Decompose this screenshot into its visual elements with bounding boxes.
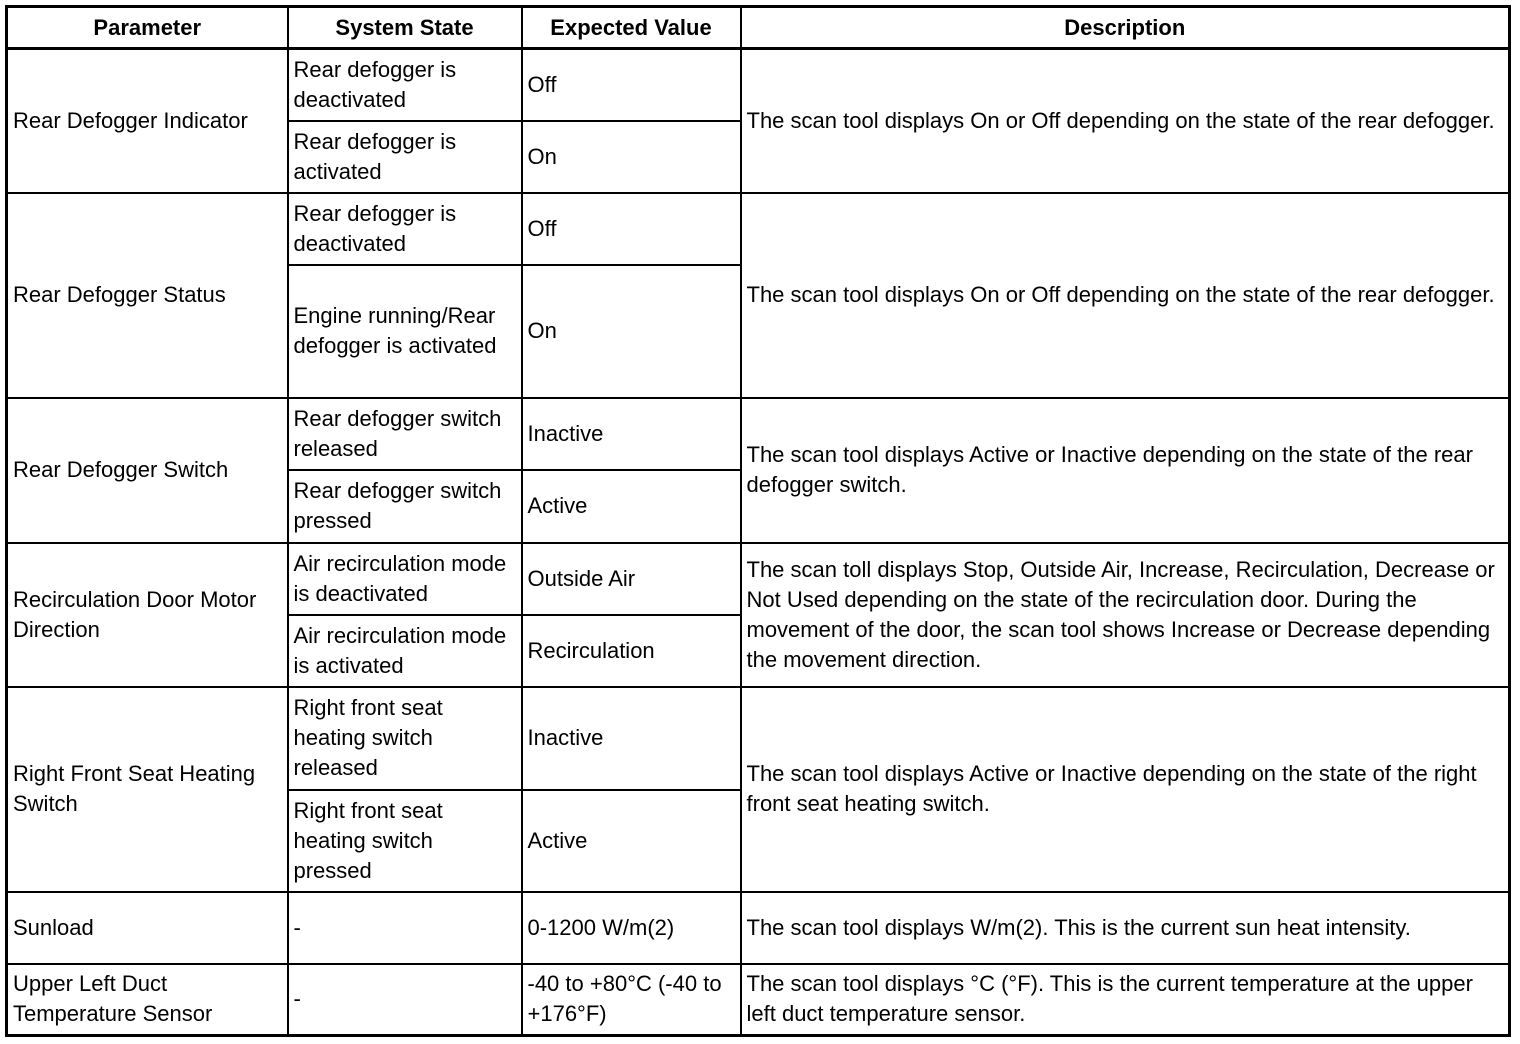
expected-value-cell: Off (522, 49, 741, 121)
expected-value-cell: Active (522, 790, 741, 892)
system-state-cell: Air recirculation mode is activated (288, 615, 522, 687)
description-cell: The scan toll displays Stop, Outside Air, Increase, Recirculation, Decrease or Not Used depending on the state of the recirculation door. During the movement of the door, the scan tool shows Increase or Decrease depending the movement direction. (741, 543, 1510, 687)
table-row (7, 193, 1510, 265)
system-state-cell: Rear defogger is activated (288, 121, 522, 193)
expected-value-cell: Recirculation (522, 615, 741, 687)
system-state-cell: Rear defogger is deactivated (288, 49, 522, 121)
table-row (7, 398, 1510, 470)
header-description: Description (741, 7, 1510, 49)
table-row (7, 687, 1510, 790)
system-state-cell: Rear defogger is deactivated (288, 193, 522, 265)
system-state-cell: - (288, 964, 522, 1036)
expected-value-cell: Off (522, 193, 741, 265)
table-row (7, 892, 1510, 964)
description-cell: The scan tool displays On or Off depending on the state of the rear defogger. (741, 193, 1510, 398)
parameter-cell: Rear Defogger Status (7, 193, 288, 398)
expected-value-cell: On (522, 121, 741, 193)
header-expected-value: Expected Value (522, 7, 741, 49)
system-state-cell: - (288, 892, 522, 964)
parameter-cell: Upper Left Duct Temperature Sensor (7, 964, 288, 1036)
expected-value-cell: Outside Air (522, 543, 741, 615)
description-cell: The scan tool displays On or Off depending on the state of the rear defogger. (741, 49, 1510, 193)
table-row (7, 543, 1510, 615)
parameter-cell: Rear Defogger Indicator (7, 49, 288, 193)
description-cell: The scan tool displays °C (°F). This is the current temperature at the upper left duct temperature sensor. (741, 964, 1510, 1036)
header-parameter: Parameter (7, 7, 288, 49)
parameter-cell: Right Front Seat Heating Switch (7, 687, 288, 892)
parameter-cell: Recirculation Door Motor Direction (7, 543, 288, 687)
header-system-state: System State (288, 7, 522, 49)
expected-value-cell: 0-1200 W/m(2) (522, 892, 741, 964)
description-cell: The scan tool displays W/m(2). This is the current sun heat intensity. (741, 892, 1510, 964)
expected-value-cell: Inactive (522, 687, 741, 790)
parameter-cell: Sunload (7, 892, 288, 964)
system-state-cell: Air recirculation mode is deactivated (288, 543, 522, 615)
parameter-table (5, 5, 1511, 1037)
expected-value-cell: -40 to +80°C (-40 to +176°F) (522, 964, 741, 1036)
description-cell: The scan tool displays Active or Inactive depending on the state of the rear defogger switch. (741, 398, 1510, 543)
system-state-cell: Right front seat heating switch pressed (288, 790, 522, 892)
header-row (7, 7, 1510, 49)
parameter-cell: Rear Defogger Switch (7, 398, 288, 543)
system-state-cell: Rear defogger switch released (288, 398, 522, 470)
expected-value-cell: Inactive (522, 398, 741, 470)
system-state-cell: Rear defogger switch pressed (288, 470, 522, 543)
table-row (7, 49, 1510, 121)
expected-value-cell: Active (522, 470, 741, 543)
system-state-cell: Engine running/Rear defogger is activated (288, 265, 522, 398)
system-state-cell: Right front seat heating switch released (288, 687, 522, 790)
expected-value-cell: On (522, 265, 741, 398)
description-cell: The scan tool displays Active or Inactive depending on the state of the right front seat heating switch. (741, 687, 1510, 892)
table-row (7, 964, 1510, 1036)
